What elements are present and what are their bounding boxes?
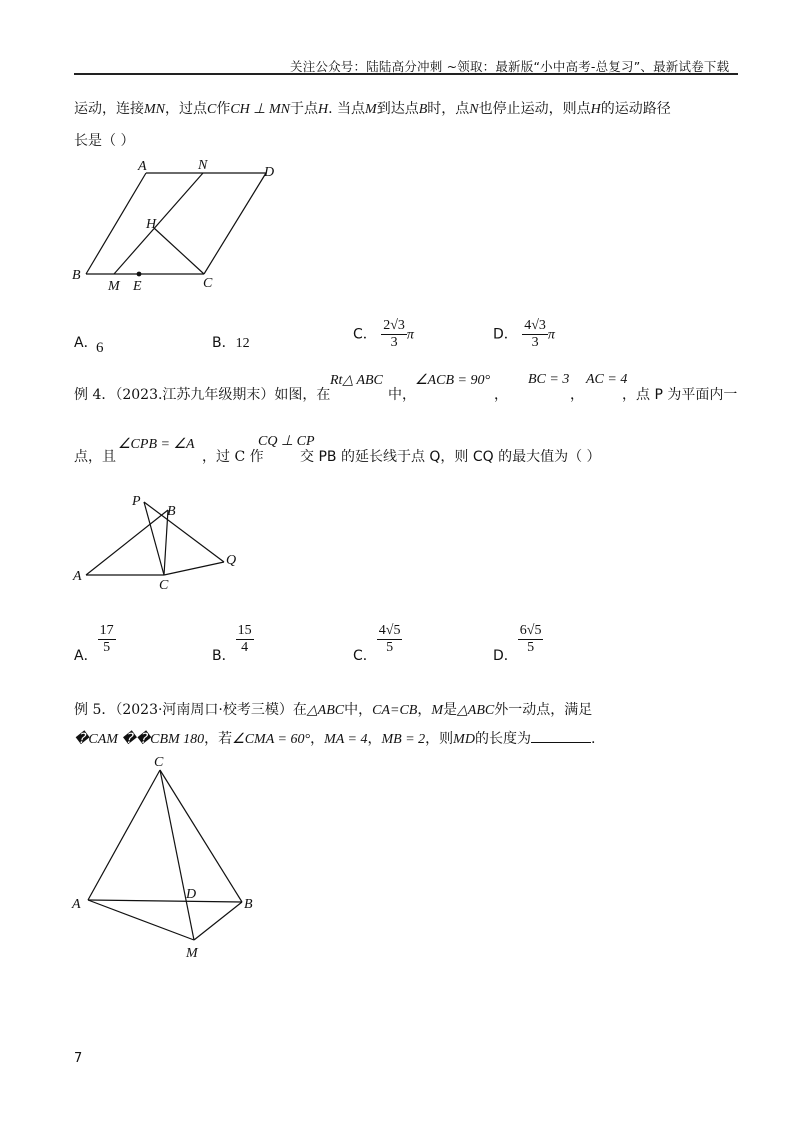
label-d: D (264, 165, 275, 180)
segment-am (88, 900, 194, 940)
q3-text: 作 (216, 101, 231, 117)
label-m: M (186, 946, 198, 961)
q3-option-c (353, 318, 414, 351)
q5-math: MD (453, 732, 475, 747)
label-p: P (132, 494, 141, 509)
page-header: 关注公众号：陆陆高分冲刺 ~领取：最新版“小中高考-总复习”、最新试卷下载 (290, 59, 730, 74)
q3-text: 时，点 (427, 101, 470, 117)
point-e (137, 272, 142, 277)
q5-math: MA = 4 (324, 732, 368, 747)
option-label: D． (493, 326, 518, 343)
q5-math: △ABC (306, 703, 345, 718)
q3-math: M (365, 102, 377, 117)
q4-cpb: ∠CPB = ∠A (118, 437, 195, 452)
q3-option-a (74, 332, 98, 352)
q3-math: MN (144, 102, 165, 117)
fraction (522, 318, 548, 351)
q3-text: 到达点 (376, 101, 419, 117)
q3-math: H (590, 102, 601, 117)
q3-text: 也停止运动，则点 (478, 101, 591, 117)
option-label: B． (212, 335, 236, 351)
q4-option-a (74, 623, 116, 664)
q4-text: ，过 C 作 (202, 449, 264, 465)
fraction (381, 318, 407, 351)
q5-math: △ABC (457, 703, 495, 718)
q3-line2: 长是（ ） (74, 133, 135, 149)
q5-text: 外一动点，满足 (494, 702, 593, 718)
label-n: N (198, 158, 208, 173)
numerator: 4√3 (524, 318, 546, 333)
q4-bc: BC = 3 (528, 372, 570, 387)
q4-option-b (212, 623, 254, 664)
option-label: B． (212, 647, 236, 664)
q5-text: ，则 (425, 731, 454, 747)
q3-parallelogram-figure (66, 156, 296, 296)
fraction (377, 623, 403, 656)
q3-math: H (318, 102, 329, 117)
denominator: 3 (531, 335, 539, 350)
segment-ch (154, 228, 204, 274)
q3-text: 的运动路径 (600, 101, 671, 117)
q3-option-b (212, 332, 250, 352)
label-b: B (244, 897, 253, 912)
segment-ca (88, 770, 160, 900)
label-b: B (167, 504, 176, 519)
q3-line1 (74, 98, 671, 118)
segment-pq (144, 502, 224, 562)
q3-math: B (418, 102, 428, 117)
label-c: C (203, 276, 213, 291)
label-e: E (133, 279, 142, 294)
numerator: 4√5 (378, 623, 401, 638)
fraction (518, 623, 544, 656)
segment-cq (164, 562, 224, 575)
q5-text: . (590, 731, 596, 747)
q3-math: CH ⊥ MN (230, 102, 290, 117)
label-b: B (72, 268, 81, 283)
q5-line2 (74, 728, 595, 748)
segment-pc (144, 502, 164, 575)
pi-symbol: π (406, 327, 414, 343)
q5-triangle-figure (66, 752, 276, 964)
q4-triangle-figure (66, 490, 256, 590)
q4-text: ，点 P 为平面内一 (622, 387, 738, 403)
q3-math: N (469, 102, 479, 117)
q4-rt-triangle: Rt△ ABC (330, 373, 383, 388)
denominator: 4 (241, 640, 249, 655)
q4-option-c (353, 623, 402, 664)
q4-angle-acb: ∠ACB = 90° (415, 373, 491, 388)
label-c: C (154, 755, 164, 770)
q4-text: ， (494, 387, 508, 403)
segment-cb (160, 770, 242, 902)
q5-math: M (431, 703, 444, 718)
q4-text: 点，且 (74, 449, 116, 465)
label-h: H (146, 217, 157, 232)
label-q: Q (226, 553, 237, 568)
q4-option-d (493, 623, 543, 664)
q5-math: MB = 2 (381, 732, 426, 747)
q5-text: ， (367, 731, 382, 747)
fraction (98, 623, 116, 656)
edge-ab (86, 173, 146, 274)
q5-text: ， (310, 731, 325, 747)
q3-option-a-value: 6 (96, 340, 104, 356)
q5-line1 (74, 699, 592, 719)
q5-text: ，若 (204, 731, 233, 747)
option-label: C． (353, 647, 377, 664)
q5-math: ∠CMA = 60° (232, 732, 311, 747)
numerator: 6√5 (519, 623, 542, 638)
fraction (236, 623, 254, 656)
page-number: 7 (74, 1051, 83, 1066)
pi-symbol: π (547, 327, 555, 343)
label-d: D (186, 887, 197, 902)
segment-mn (114, 173, 203, 274)
denominator: 5 (386, 640, 394, 655)
numerator: 15 (237, 623, 252, 638)
segment-ab (88, 900, 242, 902)
q3-text: ，过点 (165, 101, 207, 117)
answer-blank[interactable] (531, 730, 591, 743)
segment-cm (160, 770, 197, 940)
q3-text: 运动，连接 (74, 101, 144, 117)
numerator: 17 (99, 623, 114, 638)
label-a: A (72, 897, 81, 912)
q5-text: 例 5．（2023·河南周口·校考三模）在 (74, 702, 307, 718)
q4-text: 交 PB 的延长线于点 Q，则 CQ 的最大值为（ ） (300, 449, 601, 465)
option-label: A． (74, 335, 98, 351)
label-a: A (138, 159, 147, 174)
q5-text: 中， (344, 702, 373, 718)
q4-line1 (74, 384, 330, 404)
q4-text: 例 4．（2023.江苏九年级期末）如图，在 (74, 387, 331, 403)
q5-math: CA=CB (372, 703, 418, 718)
q5-text: 是 (443, 702, 458, 718)
q5-text: 的长度为 (474, 731, 531, 747)
label-c: C (159, 578, 169, 590)
edge-dc (204, 173, 266, 274)
label-m: M (108, 279, 120, 294)
q4-cq: CQ ⊥ CP (258, 434, 315, 449)
segment-bm (194, 902, 242, 940)
option-value: 12 (235, 336, 250, 351)
numerator: 2√3 (383, 318, 405, 333)
q4-ac: AC = 4 (586, 372, 628, 387)
label-a: A (73, 569, 82, 584)
option-label: C． (353, 326, 377, 343)
q3-option-d (493, 318, 555, 351)
denominator: 5 (527, 640, 535, 655)
q3-text: 于点 (290, 101, 318, 117)
q3-math: C (207, 102, 217, 117)
option-label: A． (74, 647, 98, 664)
denominator: 5 (103, 640, 111, 655)
header-rule (74, 73, 738, 75)
denominator: 3 (390, 335, 398, 350)
option-label: D． (493, 647, 518, 664)
q3-text: . 当点 (328, 101, 366, 117)
q4-text: 中， (388, 387, 416, 403)
q5-math: �CAM ��CBM 180 (74, 732, 205, 747)
q5-text: ， (417, 702, 432, 718)
q4-text: ， (570, 387, 584, 403)
